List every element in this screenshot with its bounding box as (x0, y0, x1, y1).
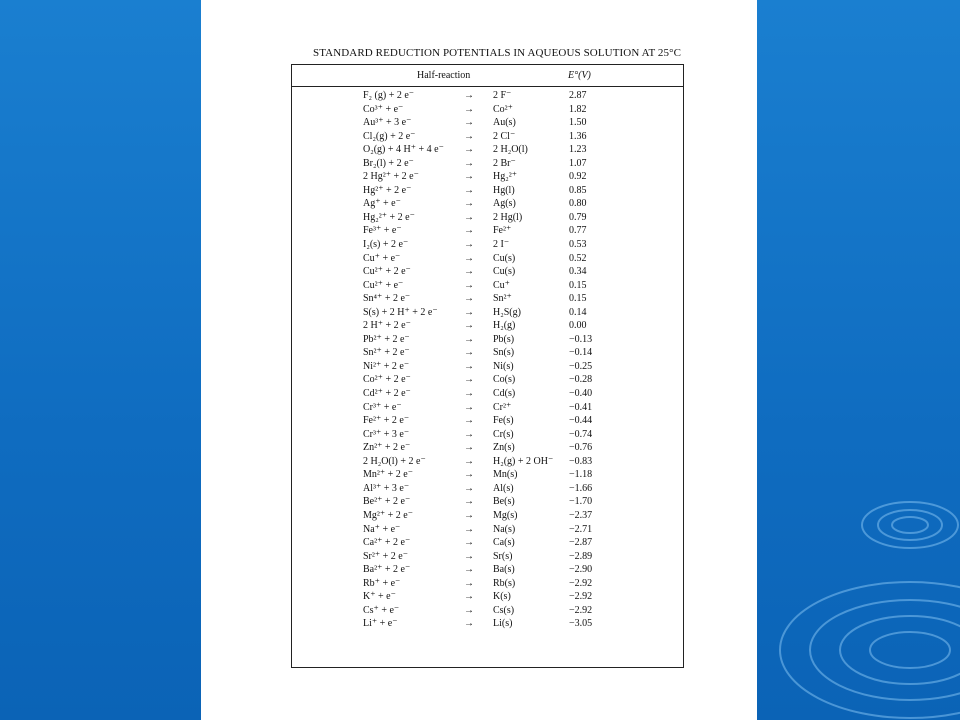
product-cell: Pb(s) (493, 333, 515, 345)
table-row (292, 373, 683, 387)
reactant-cell: Sr²⁺ + 2 e⁻ (363, 550, 409, 562)
potential-cell: −2.87 (569, 537, 593, 549)
potential-cell: −2.71 (569, 523, 593, 535)
product-cell: Fe²⁺ (493, 225, 512, 237)
potential-cell: 1.82 (569, 103, 587, 115)
reactant-cell: Fe²⁺ + 2 e⁻ (363, 415, 410, 427)
potential-cell: −0.40 (569, 388, 593, 400)
product-cell: 2 F⁻ (493, 90, 512, 101)
arrow-icon: → (464, 618, 474, 630)
table-body (292, 89, 683, 631)
arrow-icon: → (464, 211, 474, 223)
potential-cell: 0.79 (569, 211, 587, 223)
reactant-cell: I₂(s) + 2 e⁻ (363, 239, 409, 251)
potential-cell: −0.14 (569, 347, 593, 359)
water-ripple-icon (760, 470, 960, 720)
reactant-cell: Mg²⁺ + 2 e⁻ (363, 509, 414, 521)
product-cell: Cr²⁺ (493, 401, 512, 413)
table-row (292, 279, 683, 293)
product-cell: Cs(s) (493, 604, 515, 616)
potential-cell: −0.28 (569, 374, 593, 386)
table-row (292, 143, 683, 157)
table-row (292, 509, 683, 523)
potential-cell: −1.66 (569, 482, 593, 494)
arrow-icon: → (464, 198, 474, 210)
potential-cell: 0.80 (569, 198, 587, 210)
arrow-icon: → (464, 374, 474, 386)
arrow-icon: → (464, 523, 474, 535)
arrow-icon: → (464, 482, 474, 494)
table-row (292, 116, 683, 130)
product-cell: Mg(s) (493, 509, 518, 521)
document-page (201, 0, 757, 720)
product-cell: 2 H₂O(l) (493, 144, 528, 156)
table-row (292, 130, 683, 144)
arrow-icon: → (464, 469, 474, 481)
table-row (292, 319, 683, 333)
potential-cell: −2.92 (569, 591, 593, 603)
product-cell: Cu(s) (493, 252, 516, 264)
product-cell: Ag(s) (493, 198, 516, 210)
reactant-cell: Pb²⁺ + 2 e⁻ (363, 333, 410, 345)
product-cell: 2 I⁻ (493, 239, 510, 251)
table-row (292, 441, 683, 455)
reactant-cell: Co²⁺ + 2 e⁻ (363, 374, 411, 386)
reactant-cell: Cs⁺ + e⁻ (363, 604, 400, 616)
table-row (292, 604, 683, 618)
reactant-cell: Li⁺ + e⁻ (363, 618, 398, 630)
table-row (292, 495, 683, 509)
reactant-cell: Cu²⁺ + e⁻ (363, 279, 404, 291)
arrow-icon: → (464, 333, 474, 345)
table-row (292, 346, 683, 360)
table-row (292, 536, 683, 550)
arrow-icon: → (464, 442, 474, 454)
arrow-icon: → (464, 388, 474, 400)
product-cell: Na(s) (493, 523, 516, 535)
potential-cell: 0.92 (569, 171, 587, 183)
arrow-icon: → (464, 577, 474, 589)
table-row (292, 590, 683, 604)
potential-cell: 2.87 (569, 90, 587, 101)
arrow-icon: → (464, 144, 474, 156)
arrow-icon: → (464, 564, 474, 576)
reactant-cell: Hg₂²⁺ + 2 e⁻ (363, 211, 415, 223)
table-row (292, 455, 683, 469)
reactant-cell: F₂ (g) + 2 e⁻ (363, 90, 415, 101)
arrow-icon: → (464, 550, 474, 562)
potential-cell: −1.18 (569, 469, 593, 481)
product-cell: Sn(s) (493, 347, 515, 359)
table-row (292, 252, 683, 266)
potential-cell: −0.83 (569, 455, 593, 467)
arrow-icon: → (464, 604, 474, 616)
table-row (292, 563, 683, 577)
potential-cell: 0.85 (569, 184, 587, 196)
potential-cell: −2.92 (569, 604, 593, 616)
reactant-cell: Cu²⁺ + 2 e⁻ (363, 266, 411, 278)
product-cell: Co(s) (493, 374, 516, 386)
table-row (292, 197, 683, 211)
reactant-cell: Ca²⁺ + 2 e⁻ (363, 537, 411, 549)
arrow-icon: → (464, 306, 474, 318)
potential-cell: 0.52 (569, 252, 587, 264)
arrow-icon: → (464, 401, 474, 413)
product-cell: Ni(s) (493, 360, 514, 372)
table-row (292, 157, 683, 171)
arrow-icon: → (464, 171, 474, 183)
table-row (292, 387, 683, 401)
arrow-icon: → (464, 184, 474, 196)
product-cell: Cu⁺ (493, 279, 510, 291)
potential-cell: 0.53 (569, 239, 587, 251)
potential-cell: −1.70 (569, 496, 593, 508)
potential-cell: −3.05 (569, 618, 593, 630)
reactant-cell: S(s) + 2 H⁺ + 2 e⁻ (363, 306, 438, 318)
product-cell: Fe(s) (493, 415, 514, 427)
table-row (292, 482, 683, 496)
product-cell: Au(s) (493, 117, 516, 129)
reactant-cell: Rb⁺ + e⁻ (363, 577, 401, 589)
arrow-icon: → (464, 239, 474, 251)
reactant-cell: Ag⁺ + e⁻ (363, 198, 401, 210)
arrow-icon: → (464, 279, 474, 291)
potential-cell: −0.74 (569, 428, 593, 440)
table-row (292, 523, 683, 537)
arrow-icon: → (464, 360, 474, 372)
product-cell: 2 Br⁻ (493, 157, 516, 169)
product-cell: H₂(g) + 2 OH⁻ (493, 455, 554, 467)
product-cell: Hg(l) (493, 184, 515, 196)
potential-cell: 1.50 (569, 117, 587, 129)
product-cell: Zn(s) (493, 442, 515, 454)
table-title: STANDARD REDUCTION POTENTIALS IN AQUEOUS SOLUTION AT 25°C (313, 47, 682, 59)
potential-cell: 0.15 (569, 279, 587, 291)
arrow-icon: → (464, 266, 474, 278)
arrow-icon: → (464, 157, 474, 169)
table-row (292, 428, 683, 442)
product-cell: H₂(g) (493, 320, 516, 332)
reactant-cell: Cl₂(g) + 2 e⁻ (363, 130, 416, 142)
potential-cell: 1.36 (569, 130, 587, 142)
arrow-icon: → (464, 225, 474, 237)
reactant-cell: Ba²⁺ + 2 e⁻ (363, 564, 411, 576)
potential-cell: −2.90 (569, 564, 593, 576)
reactant-cell: Cr³⁺ + 3 e⁻ (363, 428, 410, 440)
arrow-icon: → (464, 455, 474, 467)
table-row (292, 238, 683, 252)
arrow-icon: → (464, 103, 474, 115)
product-cell: Rb(s) (493, 577, 516, 589)
header-half-reaction: Half-reaction (417, 70, 471, 81)
reactant-cell: Cu⁺ + e⁻ (363, 252, 401, 264)
reactant-cell: Au³⁺ + 3 e⁻ (363, 117, 412, 129)
product-cell: Cr(s) (493, 428, 514, 440)
reactant-cell: Zn²⁺ + 2 e⁻ (363, 442, 411, 454)
potential-cell: −2.92 (569, 577, 593, 589)
table-row (292, 333, 683, 347)
reactant-cell: Sn²⁺ + 2 e⁻ (363, 347, 410, 359)
product-cell: Sn²⁺ (493, 293, 512, 305)
table-row (292, 103, 683, 117)
table-row (292, 414, 683, 428)
reactant-cell: Cd²⁺ + 2 e⁻ (363, 388, 411, 400)
potential-cell: −0.25 (569, 360, 593, 372)
table-row (292, 211, 683, 225)
product-cell: Ba(s) (493, 564, 515, 576)
arrow-icon: → (464, 117, 474, 129)
table-row (292, 468, 683, 482)
reactant-cell: O₂(g) + 4 H⁺ + 4 e⁻ (363, 144, 444, 156)
reactant-cell: Cr³⁺ + e⁻ (363, 401, 402, 413)
product-cell: Hg₂²⁺ (493, 171, 517, 183)
potential-cell: −2.37 (569, 509, 593, 521)
reactant-cell: Ni²⁺ + 2 e⁻ (363, 360, 410, 372)
reactant-cell: Co³⁺ + e⁻ (363, 103, 404, 115)
product-cell: Li(s) (493, 618, 513, 630)
reactant-cell: Sn⁴⁺ + 2 e⁻ (363, 293, 411, 305)
reactant-cell: Hg²⁺ + 2 e⁻ (363, 184, 412, 196)
table-row (292, 401, 683, 415)
header-divider (292, 86, 683, 87)
reactant-cell: Be²⁺ + 2 e⁻ (363, 496, 411, 508)
arrow-icon: → (464, 90, 474, 101)
reactant-cell: 2 Hg²⁺ + 2 e⁻ (363, 171, 419, 183)
arrow-icon: → (464, 320, 474, 332)
product-cell: 2 Hg(l) (493, 211, 523, 223)
product-cell: Be(s) (493, 496, 515, 508)
table-row (292, 224, 683, 238)
table-row (292, 617, 683, 631)
reactant-cell: K⁺ + e⁻ (363, 591, 396, 603)
potential-cell: 1.07 (569, 157, 587, 169)
product-cell: Ca(s) (493, 537, 515, 549)
table-row (292, 306, 683, 320)
arrow-icon: → (464, 509, 474, 521)
potential-cell: 0.00 (569, 320, 587, 332)
arrow-icon: → (464, 293, 474, 305)
product-cell: Co²⁺ (493, 103, 513, 115)
product-cell: Mn(s) (493, 469, 518, 481)
reactant-cell: Na⁺ + e⁻ (363, 523, 401, 535)
potential-cell: −2.89 (569, 550, 593, 562)
product-cell: H₂S(g) (493, 306, 521, 318)
table-row (292, 292, 683, 306)
table-row (292, 184, 683, 198)
reactant-cell: Mn²⁺ + 2 e⁻ (363, 469, 414, 481)
product-cell: Al(s) (493, 482, 514, 494)
potential-cell: 0.14 (569, 306, 587, 318)
product-cell: Cd(s) (493, 388, 516, 400)
product-cell: Cu(s) (493, 266, 516, 278)
potential-cell: −0.76 (569, 442, 593, 454)
table-row (292, 550, 683, 564)
reactant-cell: Al³⁺ + 3 e⁻ (363, 482, 410, 494)
reactant-cell: 2 H⁺ + 2 e⁻ (363, 320, 411, 332)
potential-cell: −0.44 (569, 415, 593, 427)
reactant-cell: Fe³⁺ + e⁻ (363, 225, 402, 237)
table-row (292, 360, 683, 374)
header-e-standard: E°(V) (568, 70, 591, 81)
potential-cell: 0.77 (569, 225, 587, 237)
table-row (292, 170, 683, 184)
arrow-icon: → (464, 130, 474, 142)
product-cell: Sr(s) (493, 550, 513, 562)
potential-cell: 1.23 (569, 144, 587, 156)
arrow-icon: → (464, 415, 474, 427)
table-row (292, 89, 683, 103)
potential-cell: 0.34 (569, 266, 587, 278)
table-row (292, 265, 683, 279)
arrow-icon: → (464, 496, 474, 508)
reduction-potentials-table (291, 64, 684, 668)
arrow-icon: → (464, 252, 474, 264)
potential-cell: −0.13 (569, 333, 593, 345)
arrow-icon: → (464, 537, 474, 549)
reactant-cell: Br₂(l) + 2 e⁻ (363, 157, 414, 169)
product-cell: 2 Cl⁻ (493, 130, 516, 142)
arrow-icon: → (464, 347, 474, 359)
arrow-icon: → (464, 591, 474, 603)
table-row (292, 577, 683, 591)
arrow-icon: → (464, 428, 474, 440)
potential-cell: −0.41 (569, 401, 593, 413)
product-cell: K(s) (493, 591, 511, 603)
potential-cell: 0.15 (569, 293, 587, 305)
reactant-cell: 2 H₂O(l) + 2 e⁻ (363, 455, 426, 467)
